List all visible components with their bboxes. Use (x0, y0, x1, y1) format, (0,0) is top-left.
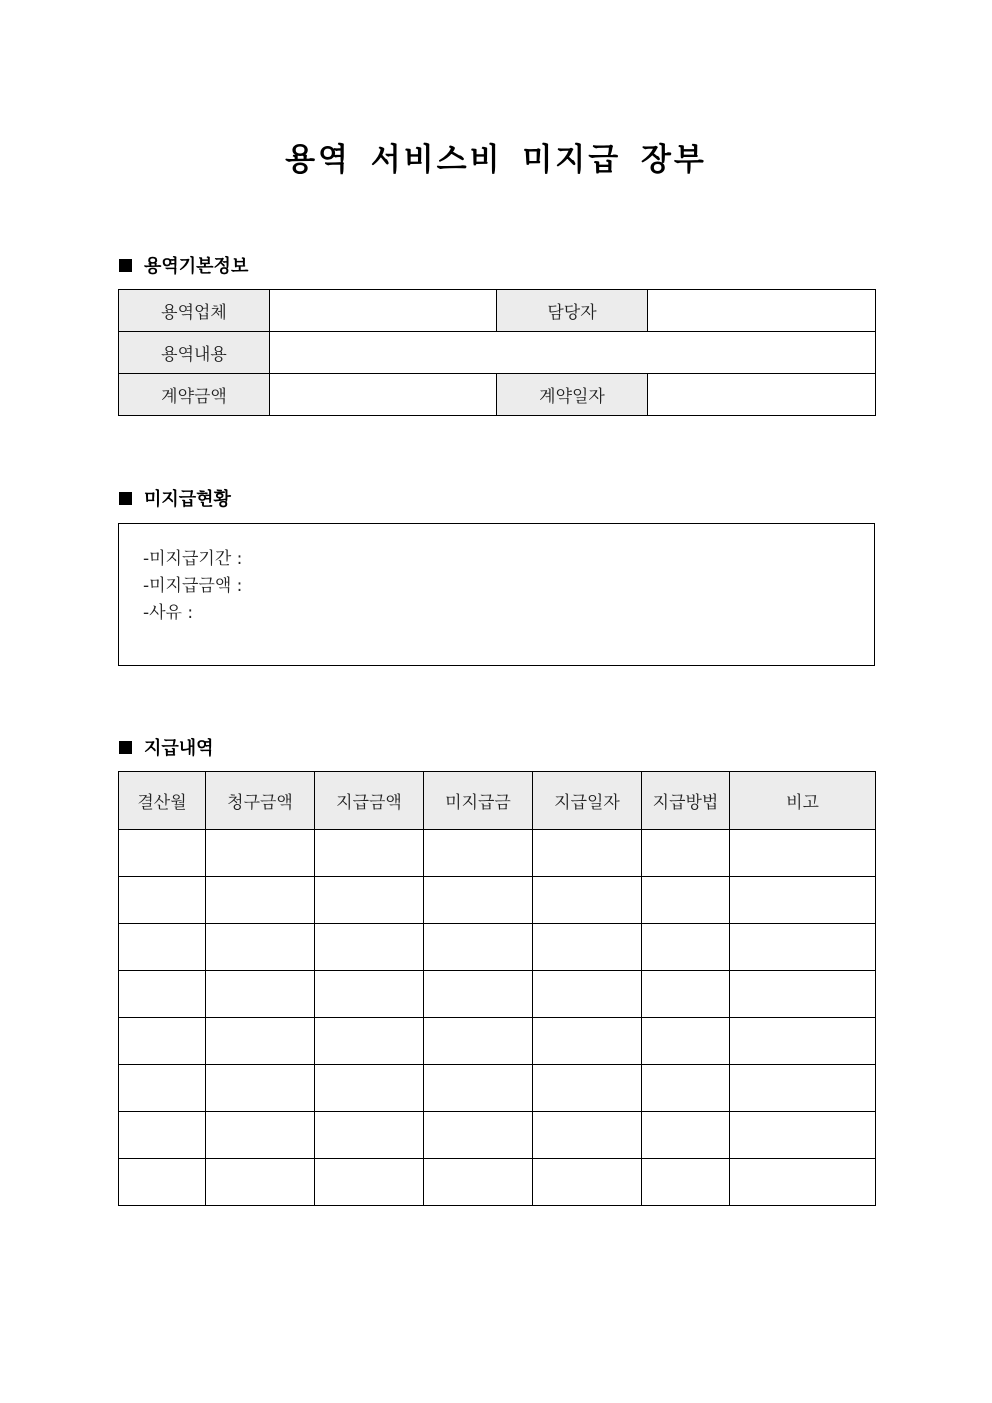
table-cell[interactable] (730, 830, 876, 877)
table-cell[interactable] (119, 830, 206, 877)
table-cell[interactable] (730, 1018, 876, 1065)
column-header: 비고 (730, 772, 876, 830)
basic-info-table (118, 289, 876, 416)
table-cell[interactable] (533, 924, 642, 971)
table-cell[interactable] (206, 830, 315, 877)
table-cell[interactable] (424, 1112, 533, 1159)
table-cell[interactable] (730, 924, 876, 971)
table-cell[interactable] (642, 877, 730, 924)
table-cell[interactable] (119, 877, 206, 924)
table-cell[interactable] (119, 1065, 206, 1112)
table-row (119, 1112, 876, 1159)
table-cell[interactable] (315, 971, 424, 1018)
table-cell[interactable] (730, 877, 876, 924)
table-row (119, 924, 876, 971)
table-cell[interactable] (642, 924, 730, 971)
square-bullet-icon (119, 492, 132, 505)
section-heading-payment-history (119, 734, 214, 760)
table-cell[interactable] (424, 1065, 533, 1112)
table-cell[interactable] (642, 830, 730, 877)
table-cell[interactable] (424, 1018, 533, 1065)
vendor-field[interactable] (270, 290, 497, 332)
table-cell[interactable] (533, 877, 642, 924)
table-row (119, 1018, 876, 1065)
table-cell[interactable] (206, 1159, 315, 1206)
square-bullet-icon (119, 741, 132, 754)
table-cell[interactable] (424, 877, 533, 924)
table-row (119, 374, 876, 416)
table-row (119, 1159, 876, 1206)
table-cell[interactable] (533, 1065, 642, 1112)
table-cell[interactable] (730, 1112, 876, 1159)
manager-label: 담당자 (497, 290, 648, 332)
table-cell[interactable] (730, 1159, 876, 1206)
section-heading-basic-info (119, 252, 248, 278)
table-cell[interactable] (424, 1159, 533, 1206)
contract-date-field[interactable] (648, 374, 876, 416)
column-header: 지급일자 (533, 772, 642, 830)
table-cell[interactable] (533, 1112, 642, 1159)
table-cell[interactable] (315, 1065, 424, 1112)
table-cell[interactable] (424, 971, 533, 1018)
section-heading-label: 미지급현황 (144, 489, 231, 510)
table-cell[interactable] (315, 924, 424, 971)
table-cell[interactable] (642, 1112, 730, 1159)
section-heading-label: 용역기본정보 (144, 256, 249, 277)
table-row (119, 971, 876, 1018)
table-cell[interactable] (206, 971, 315, 1018)
table-cell[interactable] (642, 1018, 730, 1065)
payment-history-table (118, 771, 876, 1206)
table-cell[interactable] (315, 1018, 424, 1065)
table-cell[interactable] (730, 971, 876, 1018)
table-cell[interactable] (642, 1065, 730, 1112)
table-cell[interactable] (119, 1112, 206, 1159)
table-cell[interactable] (315, 830, 424, 877)
table-cell[interactable] (206, 924, 315, 971)
contract-amount-label: 계약금액 (119, 374, 270, 416)
table-cell[interactable] (315, 1112, 424, 1159)
table-cell[interactable] (642, 1159, 730, 1206)
service-content-label: 용역내용 (119, 332, 270, 374)
table-cell[interactable] (119, 924, 206, 971)
table-cell[interactable] (315, 1159, 424, 1206)
table-cell[interactable] (642, 971, 730, 1018)
table-cell[interactable] (315, 877, 424, 924)
column-header: 청구금액 (206, 772, 315, 830)
table-header-row (119, 772, 876, 830)
column-header: 미지급금 (424, 772, 533, 830)
table-cell[interactable] (119, 1159, 206, 1206)
table-row (119, 877, 876, 924)
unpaid-reason-line: -사유 : (143, 603, 194, 623)
column-header: 지급금액 (315, 772, 424, 830)
vendor-label: 용역업체 (119, 290, 270, 332)
table-cell[interactable] (424, 924, 533, 971)
contract-date-label: 계약일자 (497, 374, 648, 416)
table-cell[interactable] (119, 1018, 206, 1065)
table-row (119, 290, 876, 332)
table-cell[interactable] (730, 1065, 876, 1112)
unpaid-status-box[interactable] (118, 523, 875, 666)
column-header: 지급방법 (642, 772, 730, 830)
contract-amount-field[interactable] (270, 374, 497, 416)
document-title: 용역 서비스비 미지급 장부 (285, 142, 707, 178)
table-cell[interactable] (206, 1018, 315, 1065)
table-cell[interactable] (533, 1018, 642, 1065)
unpaid-period-line: -미지급기간 : (143, 549, 243, 569)
manager-field[interactable] (648, 290, 876, 332)
table-row (119, 1065, 876, 1112)
column-header: 결산월 (119, 772, 206, 830)
service-content-field[interactable] (270, 332, 876, 374)
table-cell[interactable] (533, 830, 642, 877)
table-cell[interactable] (206, 1065, 315, 1112)
square-bullet-icon (119, 259, 132, 272)
table-cell[interactable] (119, 971, 206, 1018)
table-cell[interactable] (206, 877, 315, 924)
table-cell[interactable] (533, 1159, 642, 1206)
table-cell[interactable] (533, 971, 642, 1018)
unpaid-amount-line: -미지급금액 : (143, 576, 243, 596)
section-heading-label: 지급내역 (144, 738, 214, 759)
table-cell[interactable] (424, 830, 533, 877)
table-row (119, 332, 876, 374)
table-row (119, 830, 876, 877)
section-heading-unpaid-status (119, 485, 231, 511)
table-cell[interactable] (206, 1112, 315, 1159)
